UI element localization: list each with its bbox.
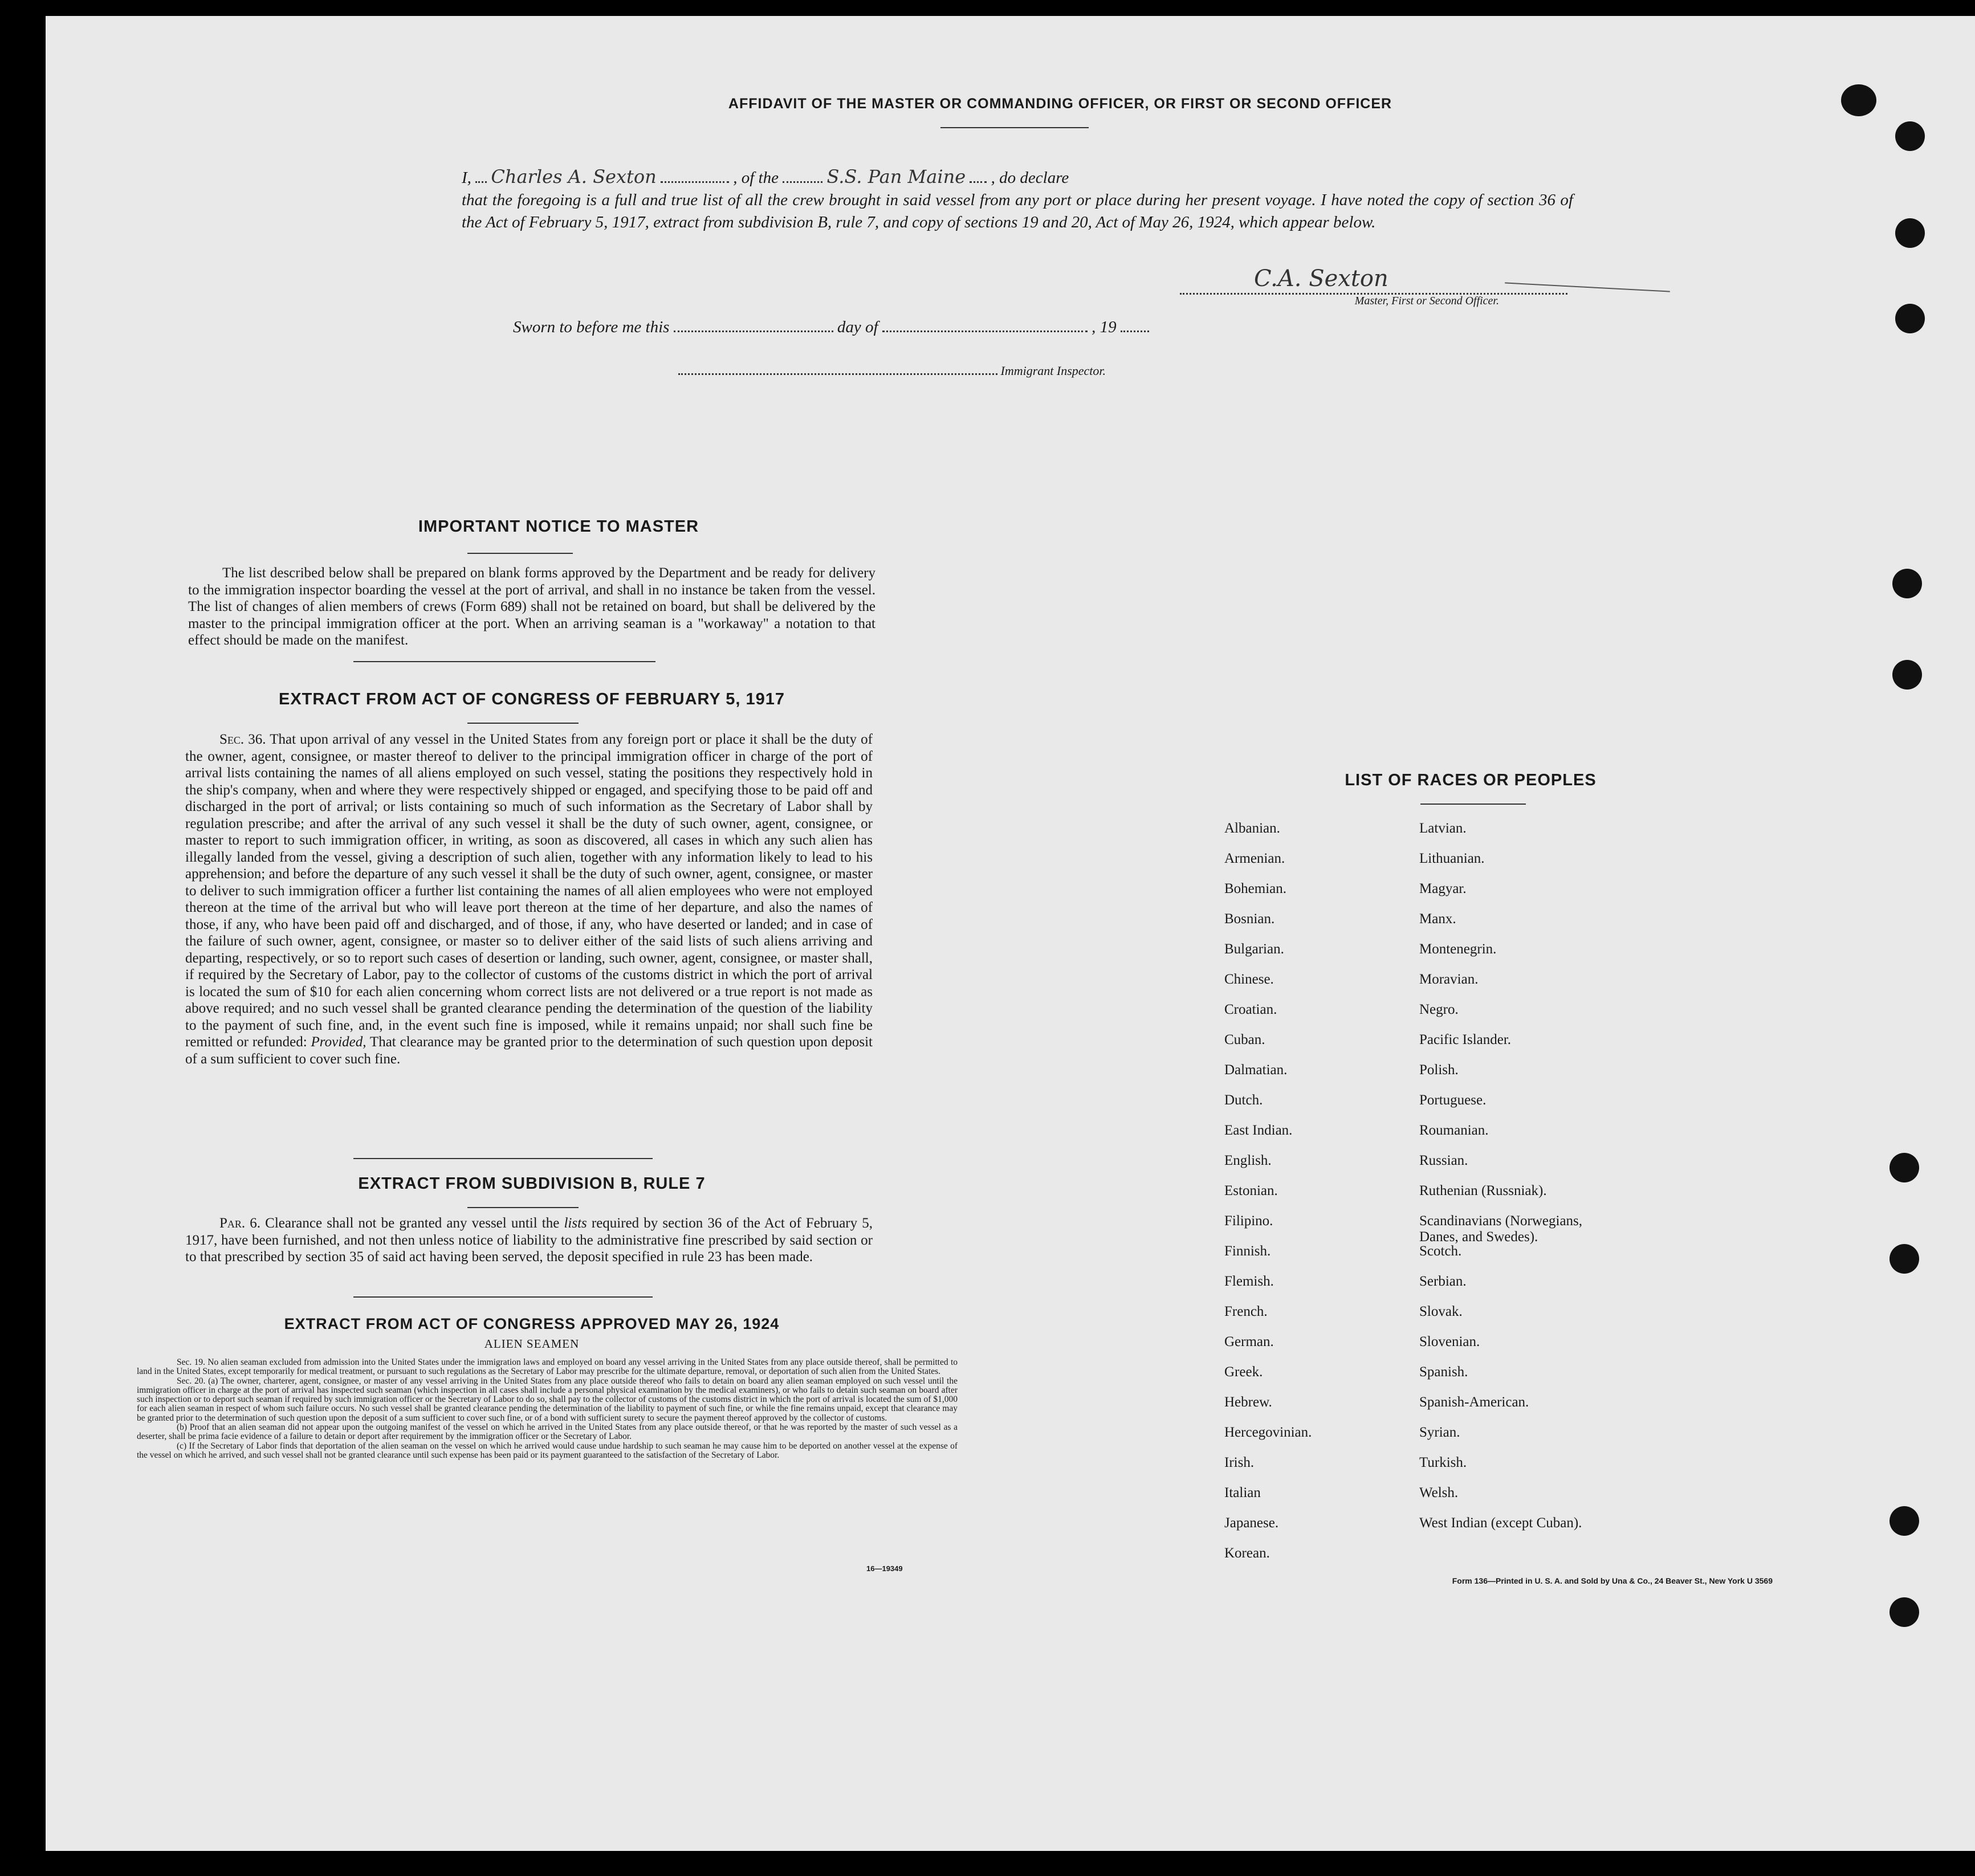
- inspector-label: Immigrant Inspector.: [1000, 364, 1106, 378]
- race-item: Moravian.: [1419, 972, 1479, 987]
- form-number-left: 16—19349: [866, 1564, 903, 1573]
- race-item: Pacific Islander.: [1419, 1032, 1512, 1047]
- race-item: Slovak.: [1419, 1304, 1463, 1319]
- par-6-text-b: required by section 36 of the Act of February 5, 1917, have been furnished, and not then unless notice of liability to the administrative fine prescribed by said section or to that prescribed by section 35 of said act having been served, the deposit specified in rule 23 has been made.: [185, 1216, 873, 1265]
- sworn-line: [513, 318, 1149, 337]
- master-name-handwritten: Charles A. Sexton: [491, 166, 657, 187]
- sec-36-label: Sec. 36.: [219, 732, 266, 747]
- race-item: German.: [1224, 1334, 1274, 1349]
- race-item: Bulgarian.: [1224, 941, 1284, 957]
- sec-20a-paragraph: Sec. 20. (a) The owner, charterer, agent, consignee, or master of any vessel arriving in the United States from any place outside thereof who fails to detain on board any alien seaman employed on such vessel until the immigration officer in charge at the port of arrival has inspected such seaman (which inspection in all cases shall include a personal physical examination by the medical examiners), or who fails to detain such seaman on board after such inspection or to deport such seaman if required by such immigration officer or the Secretary of Labor to do so, shall pay to the collector of customs of the customs district in which the port of arrival is located the sum of $1,000 for each alien seaman in respect of whom such failure occurs. No such vessel shall be granted clearance pending the determination of the liability to payment of such fine, or while the fine remains unpaid, except that clearance may be granted prior to the determination of such question upon the deposit of a sum sufficient to cover such fine, or of a bond with sufficient surety to secure the payment thereof approved by the collector of customs.: [137, 1376, 958, 1423]
- provided-label: Provided,: [311, 1034, 367, 1050]
- binder-hole: [1890, 1506, 1919, 1536]
- binder-hole: [1892, 660, 1922, 690]
- extract-1917-heading: EXTRACT FROM ACT OF CONGRESS OF FEBRUARY 5, 1917: [278, 690, 785, 708]
- sec-20c-paragraph: (c) If the Secretary of Labor finds that deportation of the alien seaman on the vessel on which he arrived would cause undue hardship to such seaman he may cause him to be deported on another vessel at the expense of the vessel on which he arrived, and such vessel shall not be granted clearance until such expense has been paid or its payment guaranteed to the satisfaction of the Secretary of Labor.: [137, 1441, 958, 1460]
- race-item: Latvian.: [1419, 821, 1467, 836]
- inspector-line: [678, 364, 1106, 378]
- race-item: East Indian.: [1224, 1123, 1293, 1138]
- extract-1924-body: [137, 1358, 958, 1460]
- subdivision-b-heading: EXTRACT FROM SUBDIVISION B, RULE 7: [358, 1174, 706, 1193]
- binder-hole: [1841, 84, 1876, 116]
- race-item: Hebrew.: [1224, 1394, 1272, 1410]
- race-item: Lithuanian.: [1419, 851, 1485, 866]
- race-item: Polish.: [1419, 1062, 1459, 1078]
- race-item: English.: [1224, 1153, 1272, 1168]
- race-item: Negro.: [1419, 1002, 1459, 1017]
- binder-hole: [1890, 1244, 1919, 1274]
- race-item: Ruthenian (Russniak).: [1419, 1183, 1547, 1198]
- race-item: Armenian.: [1224, 851, 1285, 866]
- race-item: Croatian.: [1224, 1002, 1277, 1017]
- binder-hole: [1895, 304, 1925, 333]
- race-item: Greek.: [1224, 1364, 1263, 1380]
- race-item: Cuban.: [1224, 1032, 1265, 1047]
- races-heading: LIST OF RACES OR PEOPLES: [1345, 771, 1597, 789]
- race-item: Montenegrin.: [1419, 941, 1497, 957]
- binder-hole: [1895, 121, 1925, 151]
- affidavit-text: that the foregoing is a full and true list of all the crew brought in said vessel from any port or place during her present voyage. I have noted the copy of section 36 of the Act of February 5, 1917, extract from subdivision B, rule 7, and copy of sections 19 and 20, Act of May 26, 1924, which appear below.: [462, 191, 1573, 231]
- par-6-label: Par. 6.: [219, 1216, 261, 1231]
- race-item: Serbian.: [1419, 1274, 1467, 1289]
- race-item: Albanian.: [1224, 821, 1280, 836]
- race-item: Roumanian.: [1419, 1123, 1489, 1138]
- race-item: Finnish.: [1224, 1243, 1271, 1259]
- race-item: Hercegovinian.: [1224, 1425, 1312, 1440]
- affidavit-title: AFFIDAVIT OF THE MASTER OR COMMANDING OFFICER, OR FIRST OR SECOND OFFICER: [728, 96, 1392, 112]
- sworn-label: Sworn to before me this: [513, 318, 670, 336]
- binder-hole: [1890, 1153, 1919, 1182]
- lists-word: lists: [564, 1216, 587, 1231]
- extract-1924-heading: EXTRACT FROM ACT OF CONGRESS APPROVED MAY 26, 1924: [284, 1315, 780, 1332]
- par-6-text-a: Clearance shall not be granted any vessel until the: [265, 1216, 560, 1231]
- race-item: Portuguese.: [1419, 1092, 1487, 1108]
- race-item: Dalmatian.: [1224, 1062, 1288, 1078]
- race-item: Russian.: [1419, 1153, 1468, 1168]
- race-item: Flemish.: [1224, 1274, 1274, 1289]
- year-prefix: , 19: [1092, 318, 1117, 336]
- race-item: Manx.: [1419, 911, 1456, 927]
- race-item: French.: [1224, 1304, 1268, 1319]
- day-of-label: day of: [837, 318, 878, 336]
- race-item: Magyar.: [1419, 881, 1467, 896]
- of-the-label: , of the: [733, 169, 779, 187]
- race-item: Scandinavians (Norwegians, Danes, and Swedes).: [1419, 1213, 1583, 1245]
- race-item: Chinese.: [1224, 972, 1274, 987]
- sec-36-closing: That clearance may be granted prior to the determination of such question upon deposit of a sum sufficient to cover such fine.: [185, 1034, 873, 1067]
- sec-19-paragraph: Sec. 19. No alien seaman excluded from admission into the United States under the immigration laws and employed on board any vessel arriving in the United States from any place outside thereof, shall be permitted to land in the United States, except temporarily for medical treatment, or pursuant to such regulations as the Secretary of Labor may prescribe for the ultimate departure, removal, or deportation of such alien from the United States.: [137, 1357, 958, 1377]
- race-item: West Indian (except Cuban).: [1419, 1515, 1582, 1531]
- race-item: Spanish.: [1419, 1364, 1468, 1380]
- printer-imprint: Form 136—Printed in U. S. A. and Sold by Una & Co., 24 Beaver St., New York U 3569: [1452, 1576, 1773, 1585]
- extract-1917-body: [185, 731, 873, 1067]
- notice-body: The list described below shall be prepared on blank forms approved by the Department and be ready for delivery to the immigration inspector boarding the vessel at the port of arrival, and shall in no instance be taken from the vessel. The list of changes of alien members of crews (Form 689) shall not be retained on board, but shall be delivered by the master to the principal immigration officer at the port. When an arriving seaman is a "workaway" a notation to that effect should be made on the manifest.: [188, 565, 875, 648]
- subdivision-b-body: [185, 1215, 873, 1266]
- sec-20b-paragraph: (b) Proof that an alien seaman did not appear upon the outgoing manifest of the vessel on which he arrived in the United States from any place outside thereof, or that he was reported by the master of such vessel as a deserter, shall be prima facie evidence of a failure to detain or deport after requirement by the immigration officer or the Secretary of Labor.: [137, 1422, 958, 1442]
- race-item: Italian: [1224, 1485, 1261, 1500]
- do-declare-label: , do declare: [991, 169, 1069, 187]
- vessel-name-handwritten: S.S. Pan Maine: [826, 166, 966, 187]
- master-signature-block: [1180, 267, 1567, 308]
- sec-36-text: That upon arrival of any vessel in the United States from any foreign port or place it shall be the duty of the owner, agent, consignee, or master thereof to deliver to the principal immigration officer in charge of the port of arrival lists containing the names of all aliens employed on such vessel, stating the positions they respectively hold in the ship's company, when and where they were respectively shipped or engaged, and specifying those to be paid off and discharged in the port of arrival; or lists containing so much of such information as the Secretary of Labor shall by regulation prescribe; and after the arrival of any such vessel it shall be the duty of such owner, agent, consignee, or master to report to such immigration officer, in writing, as soon as discovered, all cases in which any such alien has illegally landed from the vessel, giving a description of such alien, together with any information likely to lead to his apprehension; and before the departure of any such vessel it shall be the duty of such owner, agent, consignee, or master to deliver to such immigration officer a further list containing the names of all alien employees who were not employed thereon at the time of the arrival but who will leave port thereon at the time of her departure, and also the names of those, if any, who have been paid off and discharged, and of those, if any, who have deserted or landed; and in case of the failure of such owner, agent, consignee, or master so to deliver either of the said lists of such aliens arriving and departing, respectively, or so to report such cases of desertion or landing, such owner, agent, consignee, or master shall, if required by the Secretary of Labor, pay to the collector of customs of the customs district in which the port of arrival is located the sum of $10 for each alien concerning whom correct lists are not delivered or a true report is not made as above required; and no such vessel shall be granted clearance pending the determination of the question of the liability to the payment of such fine, and, in the event such fine is imposed, while it remains unpaid; nor shall such fine be remitted or refunded:: [185, 732, 873, 1050]
- race-item: Dutch.: [1224, 1092, 1263, 1108]
- master-signature: C.A. Sexton: [1254, 266, 1388, 292]
- race-item: Japanese.: [1224, 1515, 1279, 1531]
- race-item: Bohemian.: [1224, 881, 1287, 896]
- affidavit-declaration-line: [462, 165, 1573, 189]
- binder-hole: [1892, 569, 1922, 598]
- declaration-prefix: I,: [462, 169, 471, 187]
- master-signature-caption: Master, First or Second Officer.: [1354, 295, 1499, 307]
- race-item: Estonian.: [1224, 1183, 1278, 1198]
- binder-hole: [1895, 218, 1925, 248]
- race-item: Scotch.: [1419, 1243, 1462, 1259]
- binder-hole: [1890, 1597, 1919, 1627]
- race-item: Slovenian.: [1419, 1334, 1480, 1349]
- race-item: Irish.: [1224, 1455, 1255, 1470]
- race-item: Turkish.: [1419, 1455, 1467, 1470]
- race-item: Welsh.: [1419, 1485, 1459, 1500]
- race-item: Korean.: [1224, 1545, 1270, 1561]
- notice-heading: IMPORTANT NOTICE TO MASTER: [418, 517, 699, 536]
- title-underline: [940, 127, 1089, 128]
- race-item: Bosnian.: [1224, 911, 1275, 927]
- race-item: Filipino.: [1224, 1213, 1273, 1229]
- race-item: Spanish-American.: [1419, 1394, 1529, 1410]
- document-page: [46, 16, 1975, 1851]
- alien-seamen-subheading: ALIEN SEAMEN: [484, 1337, 580, 1351]
- race-item: Syrian.: [1419, 1425, 1460, 1440]
